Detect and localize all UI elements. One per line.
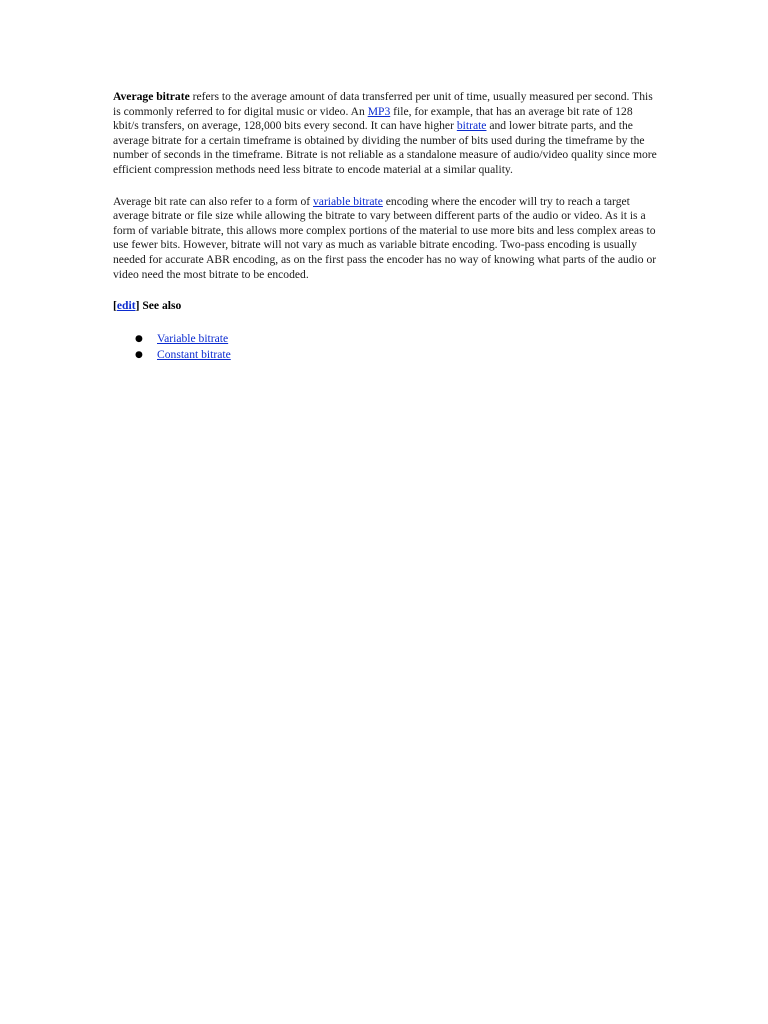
bullet-icon: ● bbox=[135, 333, 143, 344]
article-body bbox=[113, 90, 658, 363]
paragraph-text: and lower bitrate parts, and the average bitrate for a certain timeframe is obtained by dividing the number of bits used during the timeframe by the number of seconds in the timeframe. Bitrate is not reliable as a standalone measure of audio/video quality since more efficient compression methods need less bitrate to encode material at a similar quality. bbox=[113, 119, 657, 176]
link-see-also-variable-bitrate[interactable]: Variable bitrate bbox=[157, 331, 229, 345]
paragraph-text: encoding where the encoder will try to reach a target average bitrate or file size while allowing the bitrate to vary between different parts of the audio or video. As it is a form of variable bitrate, this allows more complex portions of the material to use more bits and less complex areas to use fewer bits. However, bitrate will not vary as much as variable bitrate encoding. Two-pass encoding is usually needed for accurate ABR encoding, as on the first pass the encoder has no way of knowing what parts of the audio or video need the most bitrate to be encoded. bbox=[113, 194, 657, 281]
paragraph-intro bbox=[113, 90, 658, 178]
see-also-list bbox=[113, 331, 658, 363]
paragraph-text: file, for example, that has an average bit rate of 128 kbit/s transfers, on average, 128,000 bits every second. It can have higher bbox=[113, 104, 633, 133]
paragraph-text: Average bit rate can also refer to a form of bbox=[113, 194, 313, 208]
link-see-also-constant-bitrate[interactable]: Constant bitrate bbox=[157, 347, 231, 361]
list-item bbox=[135, 331, 658, 347]
term-average-bitrate: Average bitrate bbox=[113, 90, 190, 103]
link-mp3[interactable]: MP3 bbox=[367, 104, 391, 118]
edit-section-link[interactable]: edit bbox=[116, 299, 136, 313]
edit-bracket-open: [ bbox=[113, 299, 117, 313]
bullet-icon: ● bbox=[135, 349, 143, 360]
section-title: See also bbox=[139, 299, 182, 313]
edit-bracket-close: ] bbox=[135, 299, 140, 313]
link-bitrate[interactable]: bitrate bbox=[456, 119, 487, 133]
list-item bbox=[135, 347, 658, 363]
paragraph-text: refers to the average amount of data transferred per unit of time, usually measured per second. This is commonly referred to for digital music or video. An bbox=[113, 90, 653, 118]
link-variable-bitrate[interactable]: variable bitrate bbox=[313, 194, 383, 208]
paragraph-abr-encoding bbox=[113, 195, 658, 283]
section-heading-see-also bbox=[113, 299, 658, 314]
